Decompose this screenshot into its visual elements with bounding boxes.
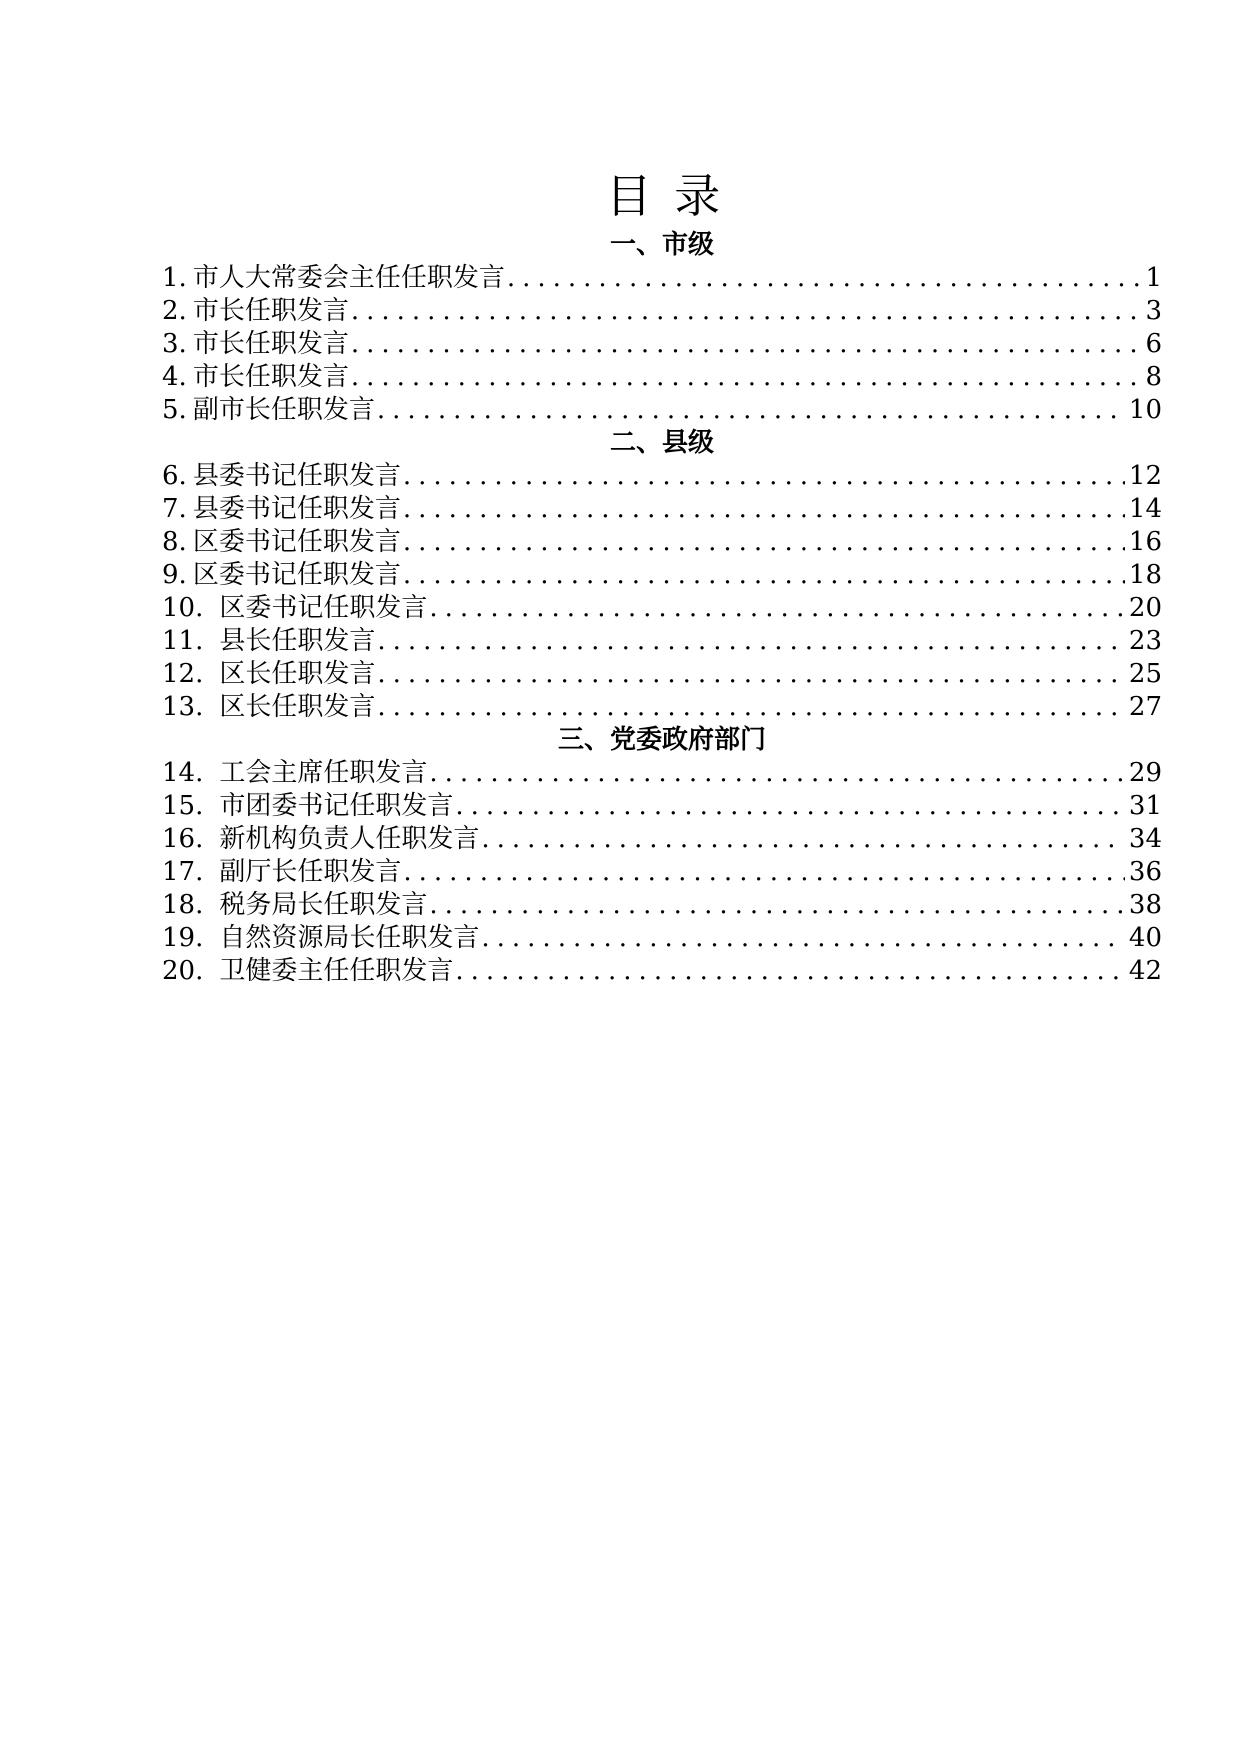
dot-leader: [377, 625, 1125, 658]
entry-title: 卫健委主任任职发言: [219, 956, 454, 986]
dot-leader: [507, 262, 1142, 295]
dot-leader: [455, 790, 1125, 823]
entry-number: 6.: [162, 461, 187, 491]
toc-entry[interactable]: [162, 823, 1162, 856]
section-heading: 一、市级: [609, 230, 714, 260]
section-heading: 三、党委政府部门: [557, 725, 766, 755]
page-title: 目 录: [605, 169, 725, 223]
toc-entry[interactable]: [162, 394, 1162, 427]
toc-entry[interactable]: [162, 889, 1162, 922]
entry-page-number: 42: [1128, 956, 1162, 986]
entry-number: 10.: [162, 593, 204, 623]
entry-number: 1.: [162, 263, 187, 293]
toc-entry[interactable]: [162, 922, 1162, 955]
entry-page-number: 27: [1128, 692, 1162, 722]
section-heading: 二、县级: [609, 428, 714, 458]
entry-title: 市团委书记任职发言: [219, 791, 454, 821]
entry-title: 工会主席任职发言: [219, 758, 428, 788]
entry-number: 11.: [162, 626, 204, 656]
entry-number: 13.: [162, 692, 204, 722]
entry-number: 14.: [162, 758, 204, 788]
entry-page-number: 3: [1145, 296, 1162, 326]
dot-leader: [403, 460, 1125, 493]
toc-entry[interactable]: [162, 691, 1162, 724]
toc-section-departments: [162, 724, 1162, 988]
entry-title: 市长任职发言: [192, 296, 349, 326]
entry-number: 3.: [162, 329, 187, 359]
dot-leader: [429, 889, 1125, 922]
entry-number: 16.: [162, 824, 204, 854]
dot-leader: [403, 493, 1125, 526]
dot-leader: [403, 526, 1125, 559]
toc-list: [162, 757, 1162, 988]
toc-entry[interactable]: [162, 559, 1162, 592]
dot-leader: [455, 955, 1125, 988]
entry-title: 副厅长任职发言: [219, 857, 402, 887]
entry-title: 市长任职发言: [192, 329, 349, 359]
dot-leader: [377, 691, 1125, 724]
dot-leader: [481, 823, 1125, 856]
entry-page-number: 1: [1145, 263, 1162, 293]
dot-leader: [351, 328, 1142, 361]
table-of-contents: [162, 165, 1162, 988]
toc-entry[interactable]: [162, 592, 1162, 625]
toc-entry[interactable]: [162, 493, 1162, 526]
dot-leader: [481, 922, 1125, 955]
entry-title: 市人大常委会主任任职发言: [192, 263, 505, 293]
toc-entry[interactable]: [162, 460, 1162, 493]
entry-title: 区长任职发言: [219, 692, 376, 722]
toc-entry[interactable]: [162, 295, 1162, 328]
entry-title: 税务局长任职发言: [219, 890, 428, 920]
entry-page-number: 25: [1128, 659, 1162, 689]
entry-page-number: 16: [1128, 527, 1162, 557]
entry-number: 8.: [162, 527, 187, 557]
toc-entry[interactable]: [162, 361, 1162, 394]
entry-title: 县委书记任职发言: [192, 494, 401, 524]
toc-entry[interactable]: [162, 757, 1162, 790]
toc-section-city: [162, 229, 1162, 427]
entry-page-number: 23: [1128, 626, 1162, 656]
entry-title: 区委书记任职发言: [192, 527, 401, 557]
toc-entry[interactable]: [162, 856, 1162, 889]
toc-section-county: [162, 427, 1162, 724]
entry-number: 18.: [162, 890, 204, 920]
entry-number: 2.: [162, 296, 187, 326]
toc-entry[interactable]: [162, 658, 1162, 691]
entry-number: 7.: [162, 494, 187, 524]
entry-title: 县委书记任职发言: [192, 461, 401, 491]
entry-title: 市长任职发言: [192, 362, 349, 392]
dot-leader: [351, 361, 1142, 394]
entry-title: 自然资源局长任职发言: [219, 923, 480, 953]
entry-page-number: 34: [1128, 824, 1162, 854]
entry-number: 19.: [162, 923, 204, 953]
toc-entry[interactable]: [162, 328, 1162, 361]
dot-leader: [403, 856, 1125, 889]
entry-page-number: 18: [1128, 560, 1162, 590]
entry-page-number: 40: [1128, 923, 1162, 953]
toc-entry[interactable]: [162, 955, 1162, 988]
dot-leader: [403, 559, 1125, 592]
entry-page-number: 10: [1128, 395, 1162, 425]
entry-title: 区长任职发言: [219, 659, 376, 689]
toc-entry[interactable]: [162, 526, 1162, 559]
dot-leader: [351, 295, 1142, 328]
entry-page-number: 12: [1128, 461, 1162, 491]
entry-title: 副市长任职发言: [192, 395, 375, 425]
entry-page-number: 14: [1128, 494, 1162, 524]
toc-entry[interactable]: [162, 625, 1162, 658]
entry-title: 区委书记任职发言: [192, 560, 401, 590]
entry-number: 5.: [162, 395, 187, 425]
entry-number: 20.: [162, 956, 204, 986]
toc-entry[interactable]: [162, 790, 1162, 823]
entry-page-number: 20: [1128, 593, 1162, 623]
entry-page-number: 8: [1145, 362, 1162, 392]
dot-leader: [377, 658, 1125, 691]
entry-page-number: 36: [1128, 857, 1162, 887]
entry-number: 4.: [162, 362, 187, 392]
toc-list: [162, 460, 1162, 724]
toc-list: [162, 262, 1162, 427]
entry-title: 新机构负责人任职发言: [219, 824, 480, 854]
entry-page-number: 38: [1128, 890, 1162, 920]
entry-page-number: 6: [1145, 329, 1162, 359]
entry-page-number: 31: [1128, 791, 1162, 821]
toc-entry[interactable]: [162, 262, 1162, 295]
entry-number: 12.: [162, 659, 204, 689]
entry-title: 区委书记任职发言: [219, 593, 428, 623]
dot-leader: [429, 592, 1125, 625]
entry-number: 17.: [162, 857, 204, 887]
entry-title: 县长任职发言: [219, 626, 376, 656]
entry-page-number: 29: [1128, 758, 1162, 788]
dot-leader: [429, 757, 1125, 790]
entry-number: 15.: [162, 791, 204, 821]
dot-leader: [377, 394, 1125, 427]
entry-number: 9.: [162, 560, 187, 590]
